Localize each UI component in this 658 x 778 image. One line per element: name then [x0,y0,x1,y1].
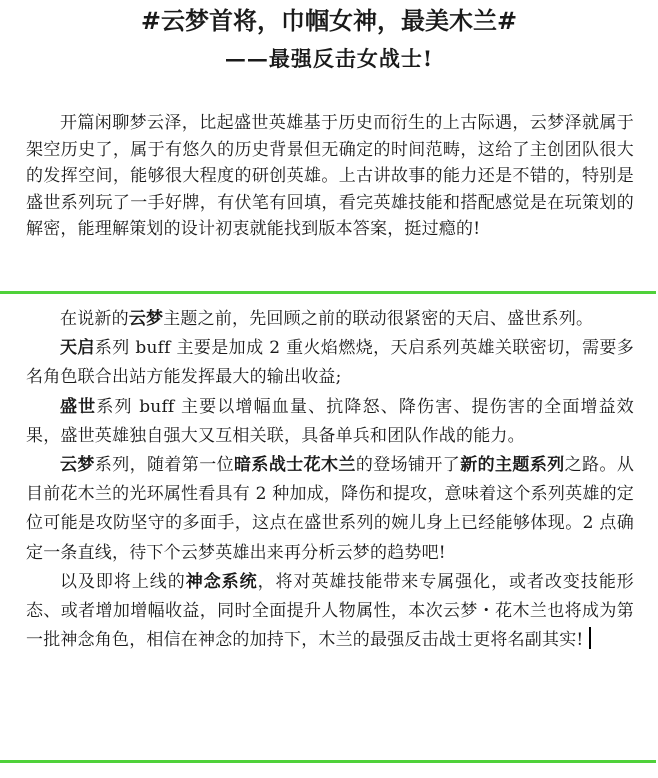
text-run: 的登场铺开了 [355,455,461,476]
text-run: 在说新的 [60,309,129,329]
paragraph-shennian [26,568,634,656]
text-run: 主题之前，先回顾之前的联动很紧密的天启、盛世系列。 [163,309,594,329]
keyword-shennian: 神念系统 [185,571,258,592]
text-run: 系列，随着第一位 [94,455,235,476]
keyword-yunmeng: 云梦 [128,309,164,329]
keyword-mulan: 暗系战士花木兰 [234,455,356,476]
text-run: ，将对英雄技能带来专属强化，或者改变技能形态、或者增加增幅收益，同时全面提升人物属性，本次云梦・花木兰也将成为第一批神念角色，相信在神念的加持下，木兰的最强反击战士更将名副其实! [26,571,634,651]
keyword-tianqi: 天启 [60,338,95,359]
paragraph-yunmeng [26,451,634,568]
paragraph-tianqi [26,334,634,392]
text-run: 之路。从目前花木兰的光环属性看具有 2 种加成，降伤和提攻，意味着这个系列英雄的定位可能是攻防坚守的多面手，这点在盛世系列的婉儿身上已经能够体现。2 点确定一条直线，待下个云梦英雄出来再分析云梦的趋势吧! [26,455,635,563]
highlight-content[interactable] [26,305,634,655]
text-run: 系列 buff 主要是加成 2 重火焰燃烧，天启系列英雄关联密切，需要多名角色联合出站方能发挥最大的输出收益; [26,338,634,388]
text-run: 以及即将上线的 [60,571,186,592]
keyword-new-series: 新的主题系列 [460,455,565,476]
paragraph-recap [26,305,634,334]
article-title: #云梦首将，巾帼女神，最美木兰# [140,7,518,35]
article-subtitle: ——最强反击女战士! [224,46,434,71]
text-run: 系列 buff 主要以增幅血量、抗降怒、降伤害、提伤害的全面增益效果，盛世英雄独自强大又互相关联，具备单兵和团队作战的能力。 [26,396,634,446]
intro-paragraph: 开篇闲聊梦云泽，比起盛世英雄基于历史而衍生的上古际遇，云梦泽就属于架空历史了，属于有悠久的历史背景但无确定的时间范畴，这给了主创团队很大的发挥空间，能够很大程度的研创英雄。上古讲故事的能力还是不错的，特别是盛世系列玩了一手好牌，有伏笔有回填，看完英雄技能和搭配感觉是在玩策划的解密，能理解策划的设计初衷就能找到版本答案，挺过瘾的! [26,113,634,239]
keyword-shengshi: 盛世 [60,396,97,417]
keyword-yunmeng: 云梦 [60,455,95,476]
paragraph-shengshi [26,393,634,451]
text-cursor [589,627,591,649]
